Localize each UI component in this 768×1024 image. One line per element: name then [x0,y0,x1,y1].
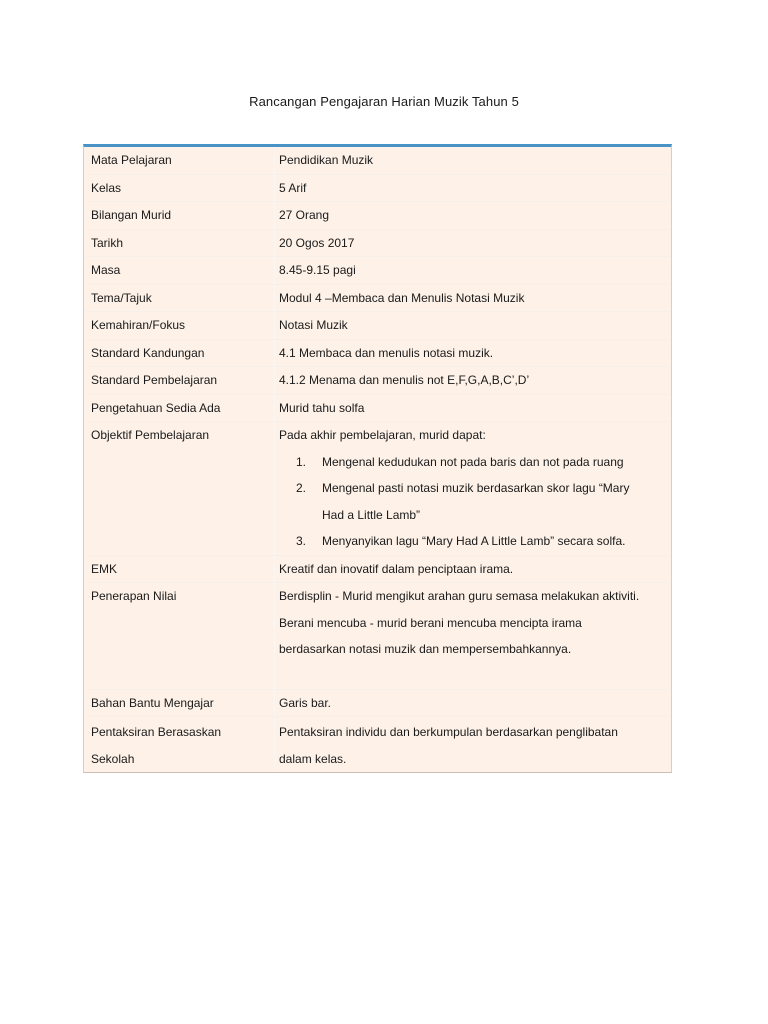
table-row [84,147,671,175]
row-label: EMK [91,561,118,576]
table-row [84,312,671,340]
row-value: Modul 4 –Membaca dan Menulis Notasi Muzik [274,285,671,312]
row-value: Garis bar. [274,690,671,717]
row-value: Notasi Muzik [274,312,671,339]
objektif-row [84,422,671,556]
row-value: Kreatif dan inovatif dalam penciptaan irama. [274,556,671,583]
row-label: Tarikh [91,235,124,250]
value-line: dalam kelas. [279,751,347,766]
row-label: Standard Kandungan [91,345,205,360]
row-label: Objektif Pembelajaran [91,428,210,442]
table-row [84,285,671,313]
row-label: Penerapan Nilai [91,589,177,603]
list-item-text: Mengenal kedudukan not pada baris dan not pada ruang [322,454,624,469]
row-label: Masa [91,263,121,277]
value-line: Pentaksiran individu dan berkumpulan berdasarkan penglibatan [279,725,618,739]
pentaksiran-value [274,719,671,772]
table-row [84,175,671,203]
row-label: Standard Pembelajaran [91,373,218,387]
list-item [296,449,671,476]
table-row [84,202,671,230]
table-row [84,395,671,423]
row-label: Bahan Bantu Mengajar [91,695,214,710]
row-label: Pengetahuan Sedia Ada [91,400,221,415]
lesson-plan-table [83,144,672,773]
row-value: Pendidikan Muzik [274,147,671,174]
label-line: Sekolah [91,751,135,766]
nilai-line: Berdisplin - Murid mengikut arahan guru semasa melakukan aktiviti. [279,589,640,603]
row-value: 27 Orang [274,202,671,229]
row-label: Bilangan Murid [91,208,172,222]
table-row [84,340,671,368]
nilai-line: Berani mencuba - murid berani mencuba mencipta irama [279,615,582,630]
nilai-line: berdasarkan notasi muzik dan mempersembahkannya. [279,642,572,656]
nilai-row [84,583,671,690]
row-value: Murid tahu solfa [274,395,671,422]
nilai-value [274,583,671,689]
list-item [296,528,671,555]
list-item-text: Had a Little Lamb” [322,507,421,522]
row-value: 5 Arif [274,175,671,202]
row-value: 20 Ogos 2017 [274,230,671,257]
blank-line [279,663,671,689]
emk-row [84,556,671,584]
objektif-list [279,449,671,555]
row-value: 8.45-9.15 pagi [274,257,671,284]
pentaksiran-row [84,717,671,772]
label-line: Pentaksiran Berasaskan [91,725,222,739]
list-number: 3. [296,534,307,548]
row-label: Kemahiran/Fokus [91,318,186,332]
list-item [296,475,671,528]
document-title: Rancangan Pengajaran Harian Muzik Tahun 5 [249,94,519,109]
list-number: 1. [296,454,307,469]
row-value: 4.1.2 Menama dan menulis not E,F,G,A,B,C’,D’ [274,367,671,394]
table-row [84,367,671,395]
list-item-text: Mengenal pasti notasi muzik berdasarkan skor lagu “Mary [322,481,630,495]
bahan-row [84,690,671,718]
row-label: Mata Pelajaran [91,153,172,167]
row-label: Tema/Tajuk [91,290,152,305]
objektif-value [274,422,671,555]
table-row [84,230,671,258]
list-number: 2. [296,481,307,495]
objektif-intro: Pada akhir pembelajaran, murid dapat: [279,428,486,442]
list-item-text: Menyanyikan lagu “Mary Had A Little Lamb” secara solfa. [322,534,626,548]
row-value: 4.1 Membaca dan menulis notasi muzik. [274,340,671,367]
table-row [84,257,671,285]
row-label: Kelas [91,180,122,195]
pentaksiran-label [84,719,274,772]
